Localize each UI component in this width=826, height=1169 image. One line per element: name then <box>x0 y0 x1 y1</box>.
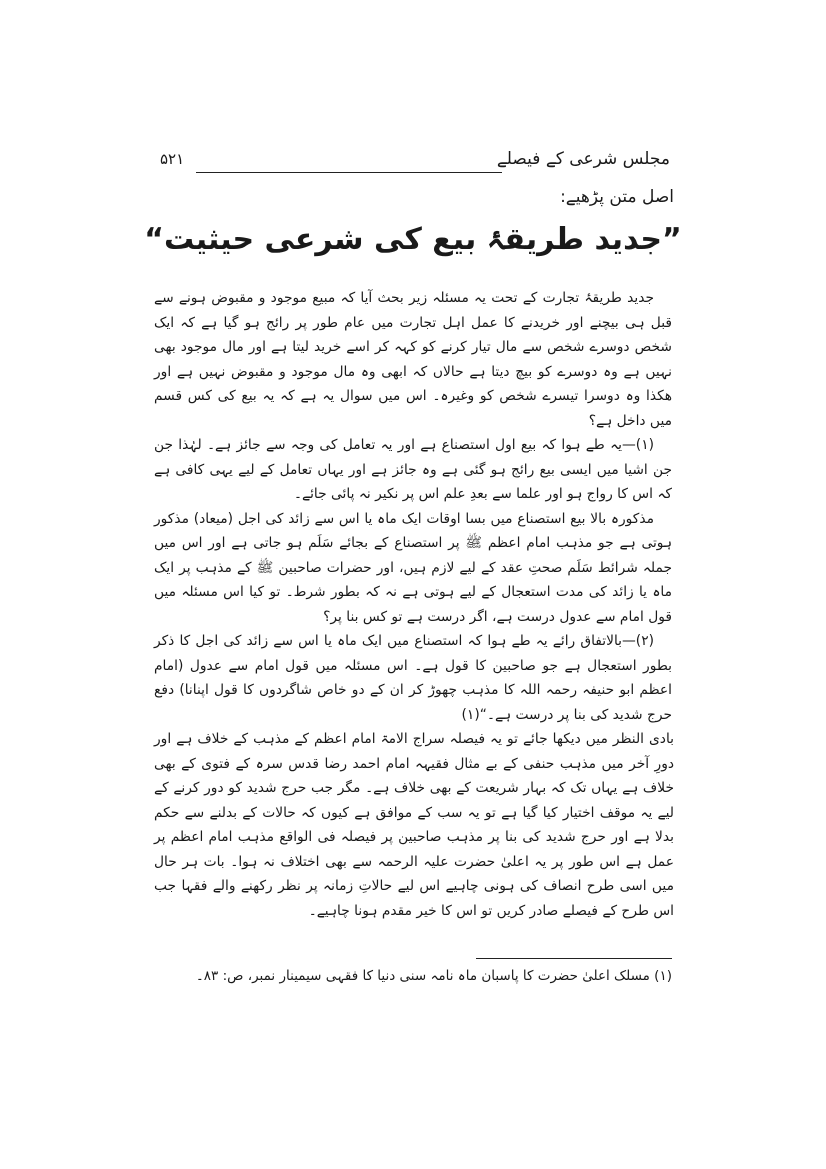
footnote: (۱) مسلک اعلیٰ حضرت کا پاسبان ماہ نامہ سنی دنیا کا فقہی سیمینار نمبر، ص: ۸۳۔ <box>195 968 672 984</box>
paragraph: مذکورہ بالا بیع استصناع میں بسا اوقات ایک ماہ یا اس سے زائد کی اجل (میعاد) مذکور ہوتی ہے جو مذہب امام اعظم ﷺ پر استصناع کے بجائے سَلَم ہو جاتی ہے اور اس میں جملہ شرائط سَلَم صحتِ عقد کے لیے لازم ہیں، اور حضرات صاحبین ﷺ کے مذہب پر ایک ماہ یا زائد کی مدت استعجال کے لیے ہوتی ہے نہ کہ بطور شرط۔ تو کیا اس مسئلہ میں قول امام سے عدول درست ہے، اگر درست ہے تو کس بنا پر؟ <box>154 510 672 625</box>
page-number: ۵۲۱ <box>160 150 185 168</box>
paragraph: بادی النظر میں دیکھا جائے تو یہ فیصلہ سراج الامۃ امام اعظم کے مذہب کے خلاف ہے اور دورِ آخر میں مذہب حنفی کے بے مثال فقیہہ امام احمد رضا قدس سرہ کے فتوی کے بھی خلاف ہے یہاں تک کہ بہار شریعت کے بھی خلاف ہے۔ مگر جب حرج شدید کو دور کرنے کے لیے یہ موقف اختیار کیا گیا ہے تو یہ سب کے موافق ہے کیوں کہ حالات کے بدلنے سے حکم بدلا ہے اور حرج شدید کی بنا پر مذہب صاحبین پر فیصلہ فی الواقع مذہب امام اعظم پر عمل ہے اس طور پر یہ اعلیٰ حضرت علیہ الرحمہ سے بھی اختلاف نہ ہوا۔ بات ہر حال میں اسی طرح انصاف کی ہونی چاہیے اس لیے حالاتِ زمانہ پر نظر رکھنے والے فقہا جب اس طرح کے فیصلے صادر کریں تو اس کا خیر مقدم ہونا چاہیے۔ <box>154 731 674 919</box>
paragraph: جدید طریقۂ تجارت کے تحت یہ مسئلہ زیر بحث آیا کہ مبیع موجود و مقبوض ہونے سے قبل ہی بیچنے اور خریدنے کا عمل اہل تجارت میں عام طور پر رائج ہو گیا ہے کہ ایک شخص دوسرے شخص سے مال تیار کرنے کو کہہ کر اسے خرید لیتا ہے اور مال موجود بھی نہیں ہے وہ دوسرے کو بیچ دیتا ہے حالاں کہ ابھی وہ مال موجود و مقبوض نہیں ہے اور ھکذا وہ دوسرا تیسرے شخص کو وغیرہ۔ اس میں سوال یہ ہے کہ یہ بیع کی کس قسم میں داخل ہے؟ <box>154 290 672 429</box>
body-text <box>154 286 672 931</box>
section-heading: ”جدید طریقۂ بیع کی شرعی حیثیت“ <box>144 222 682 257</box>
footnote-rule <box>476 958 672 959</box>
running-title: مجلس شرعی کے فیصلے <box>496 149 670 169</box>
header-rule <box>196 172 502 173</box>
lead-line: اصل متن پڑھیے: <box>560 187 674 207</box>
paragraph: (۱)—یہ طے ہوا کہ بیع اول استصناع ہے اور یہ تعامل کی وجہ سے جائز ہے۔ لہٰذا جن جن اشیا میں ایسی بیع رائج ہو گئی ہے وہ جائز ہے اور یہاں تعامل کے لیے یہی کافی ہے کہ اس کا رواج ہو اور علما سے بعدِ علم اس پر نکیر نہ پائی جائے۔ <box>154 437 672 502</box>
paragraph: (۲)—بالاتفاق رائے یہ طے ہوا کہ استصناع میں ایک ماہ یا اس سے زائد کی اجل کا ذکر بطور استعجال ہے جو صاحبین کا قول ہے۔ اس مسئلہ میں قول امام سے عدول (امام اعظم ابو حنیفہ رحمہ اللہ کا مذہب چھوڑ کر ان کے دو خاص شاگردوں کا قول اپنانا) دفع حرج شدید کی بنا پر درست ہے۔“(۱) <box>154 633 672 723</box>
running-header <box>160 148 670 178</box>
